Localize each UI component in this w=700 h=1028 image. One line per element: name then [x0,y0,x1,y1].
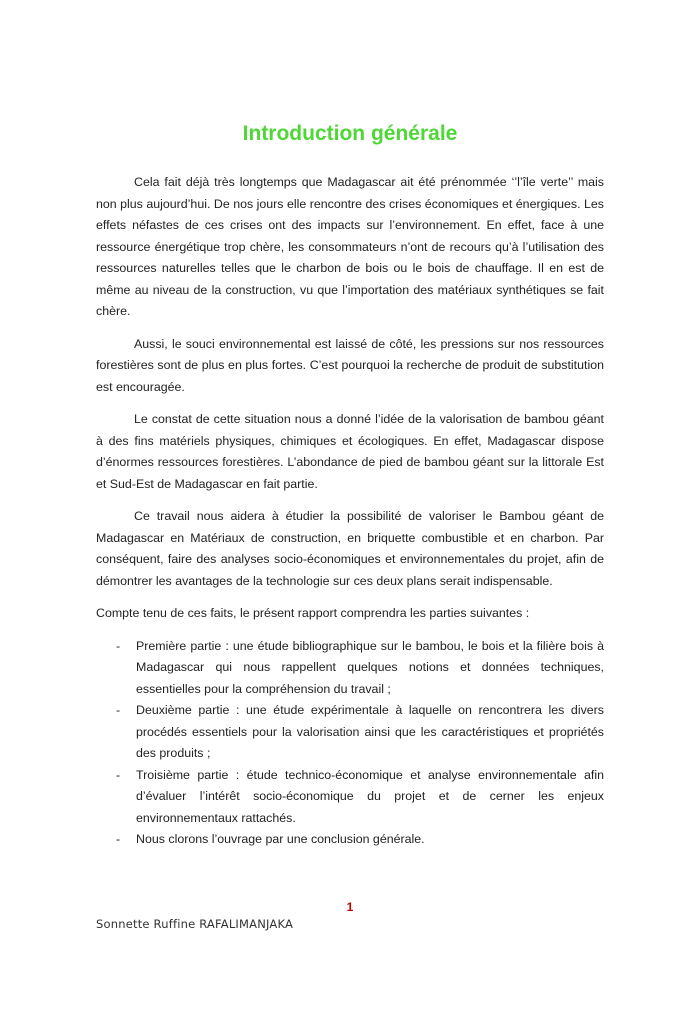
list-bullet: - [116,638,121,653]
document-body [96,172,604,851]
paragraph-3: Le constat de cette situation nous a donné l’idée de la valorisation de bambou géant à des fins matériels physiques, chimiques et écologiques. En effet, Madagascar dispose d’énormes ressources forestières. L’abondance de pied de bambou géant sur la littorale Est et Sud-Est de Madagascar en fait partie. [96,412,604,491]
page-title: Introduction générale [242,122,458,145]
paragraph-1: Cela fait déjà très longtemps que Madagascar ait été prénommée ‘’l’île verte’’ mais non plus aujourd’hui. De nos jours elle rencontre des crises économiques et énergiques. Les effets néfastes de ces crises ont des impacts sur l’environnement. En effet, face à une ressource énergétique trop chère, les consommateurs n’ont de recours qu’à l’utilisation des ressources naturelles telles que le charbon de bois ou le bois de chauffage. Il en est de même au niveau de la construction, vu que l’importation des matériaux synthétiques se fait chère. [96,175,604,318]
page-number: 1 [346,900,354,914]
paragraph-4: Ce travail nous aidera à étudier la possibilité de valoriser le Bambou géant de Madagascar en Matériaux de construction, en briquette combustible et en charbon. Par conséquent, faire des analyses socio-économiques et environnementales du projet, afin de démontrer les avantages de la technologie sur ces deux plans serait indispensable. [96,509,604,588]
list-item [96,765,604,830]
footer-author: Sonnette Ruffine RAFALIMANJAKA [96,917,294,931]
list-intro: Compte tenu de ces faits, le présent rapport comprendra les parties suivantes : [96,606,530,620]
list-bullet: - [116,767,121,782]
list-bullet: - [116,703,121,717]
list-item-text: Deuxième partie : une étude expérimentale à laquelle on rencontrera les divers procédés essentiels pour la valorisation ainsi que les caractéristiques et propriétés des produits ; [136,703,604,760]
list-item [96,636,604,701]
list-item [96,829,604,851]
parts-list [96,636,604,851]
list-item-text: Première partie : une étude bibliographique sur le bambou, le bois et la filière bois à Madagascar qui nous rappellent quelques notions et données techniques, essentielles pour la compréhension du travail ; [136,638,604,696]
list-item-text: Troisième partie : étude technico-économique et analyse environnementale afin d’évaluer l’intérêt socio-économique du projet et de cerner les enjeux environnementaux rattachés. [136,767,604,825]
list-item [96,700,604,765]
list-bullet: - [116,832,121,846]
paragraph-2: Aussi, le souci environnemental est laissé de côté, les pressions sur nos ressources forestières sont de plus en plus fortes. C’est pourquoi la recherche de produit de substitution est encouragée. [96,336,604,394]
list-item-text: Nous clorons l’ouvrage par une conclusion générale. [136,832,425,846]
